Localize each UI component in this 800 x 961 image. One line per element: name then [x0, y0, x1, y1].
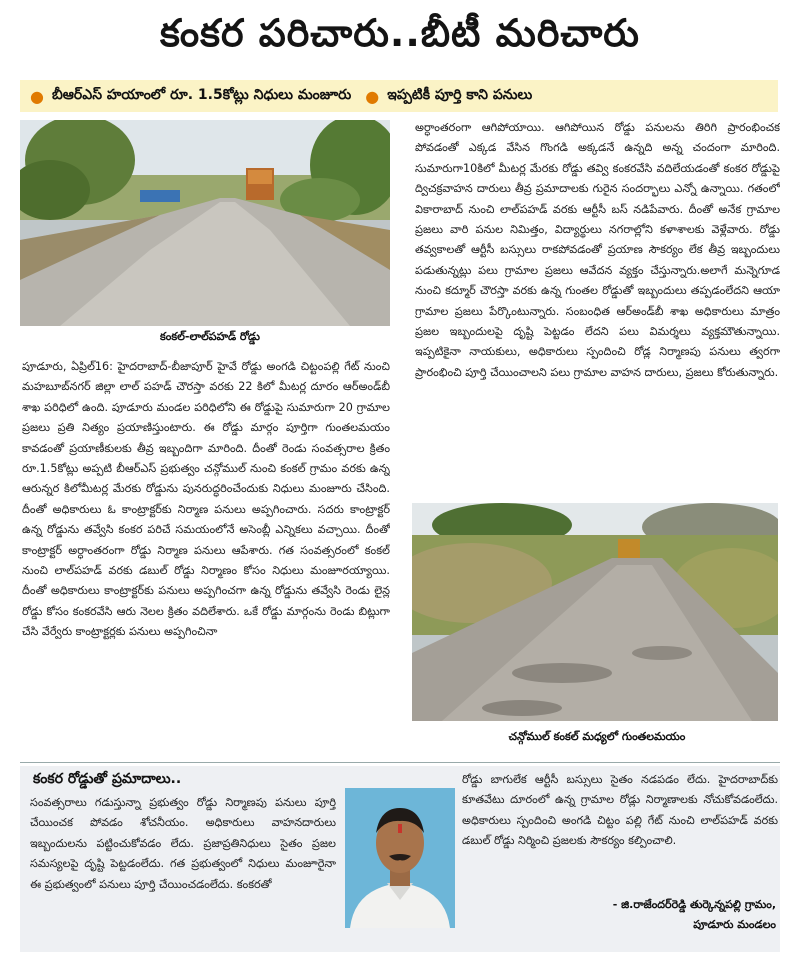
- subhead-1: బీఆర్‌ఎస్‌ హయాంలో రూ. 1.5కోట్లు నిధులు మంజూరు: [51, 86, 352, 103]
- photo-1-caption: కంకల్‌-లాల్‌పహడ్‌ రోడ్డు: [160, 330, 260, 343]
- sidebar-right-column: [462, 770, 778, 892]
- left-column: [22, 357, 390, 753]
- photo-2-caption: చన్గోముల్‌ కంకల్‌ మధ్యలో గుంతలమయం: [508, 730, 686, 743]
- article-paragraph: అర్ధాంతరంగా ఆగిపోయాయి. ఆగిపోయిన రోడ్డు పనులను తిరిగి ప్రారంభించక పోవడంతో ఎక్కడ వేసిన గొంగడి అక్కడనే ఉన్నది అన్న చందంగా మారింది. సుమారుగా10కిలో మీటర్ల మేరకు రోడ్డు తవ్వి కంకరవేసి వదిలేయడంతో కంకర రోడ్డుపై ద్విచక్రవాహన దారులు తీవ్ర ప్రమాదాలకు గురైన సందర్భాలు ఎన్నో ఉన్నాయి. గతంలో వికారాబాద్‌ నుంచి లాల్‌పహడ్‌ వరకు ఆర్టీసీ బస్‌ నడిపేవారు. దీంతో అనేక గ్రామాల ప్రజలు వారి పనుల నిమిత్తం, విద్యార్థులు నగరాల్లోని కళాశాలకు వెళ్లేవారు. రోడ్డు తవ్వకాలతో ఆర్టీసీ బస్సులు రాకపోవడంతో ప్రయాణ సౌకర్యం లేక తీవ్ర ఇబ్బందులు పడుతున్నట్లు పలు గ్రామాల ప్రజలు ఆవేదన వ్యక్తం చేస్తున్నారు.అలాగే మన్నెగూడ నుంచి కద్మూర్‌ చౌరస్తా వరకు ఉన్న గుంతల రోడ్డుతో ఇబ్బందులు తప్పడంలేదని ఆయా గ్రామాల ప్రజలు పేర్కొంటున్నారు. సంబంధిత ఆర్‌అండ్‌బీ శాఖ అధికారులు మాత్రం ప్రజల ఇబ్బందులపై దృష్టి పెట్టడం లేదని పలు విమర్శలు వ్యక్తమౌతున్నాయి. ఇప్పటికైనా నాయకులు, అధికారులు స్పందించి రోడ్ల నిర్మాణపు పనులు త్వరగా ప్రారంభించి పూర్తి చేయించాలని పలు గ్రామాల వాహన దారులు, ప్రజలు కోరుతున్నారు.: [415, 121, 780, 379]
- section-divider: [20, 762, 780, 763]
- sidebar-paragraph: రోడ్డు బాగులేక ఆర్టీసీ బస్సులు సైతం నడపడం లేదు. హైదరాబాద్‌కు కూతవేటు దూరంలో ఉన్న గ్రామాల రోడ్లు నిర్మాణాలకు నోచుకోవడంలేదు. అధికారులు స్పందించి అంగడి చిట్టం పల్లి గేట్‌ నుంచి లాల్‌పహడ్‌ వరకు డబుల్‌ రోడ్డు నిర్మించి ప్రజలకు సౌకర్యం కల్పించాలి.: [462, 773, 778, 848]
- bullet-icon: ●: [30, 86, 44, 106]
- road-photo-1: [20, 120, 390, 326]
- sidebar-paragraph: సంవత్సరాలు గడుస్తున్నా ప్రభుత్వం రోడ్డు నిర్మాణపు పనులు పూర్తి చేయించక పోవడం శోచనీయం. అధికారులు వాహనదారులు ఇబ్బందులను పట్టించుకోవడం లేదు. ప్రజాప్రతినిధులు సైతం ప్రజల సమస్యలపై దృష్టి పెట్టడంలేదు. గత ప్రభుత్వంలో నిధులు మంజూరైనా ఈ ప్రభుత్వంలో పనులు పూర్తి చేయించడంలేదు. కంకరతో: [30, 796, 336, 891]
- right-column: [415, 118, 780, 494]
- signature: [416, 895, 776, 935]
- headline: కంకర పరిచారు..బీటీ మరిచారు: [160, 11, 640, 55]
- sidebar-title: కంకర రోడ్డుతో ప్రమాదాలు..: [33, 771, 182, 787]
- signature-line-2: పూడూరు మండలం: [693, 918, 776, 931]
- article-paragraph: పూడూరు, ఏప్రిల్‌16: హైదరాబాద్‌-బీజాపూర్‌ హైవే రోడ్డు అంగడి చిట్టంపల్లి గేట్‌ నుంచి మహబూబ్‌నగర్‌ జిల్లా లాల్‌ పహడ్‌ చౌరస్తా వరకు 22 కిలో మీటర్ల దూరం ఆర్‌అండ్‌బీ శాఖ పరిధిలో ఉంది. పూడూరు మండల పరిధిలోని ఈ రోడ్డుపై సుమారుగా 20 గ్రామాల ప్రజలు ప్రతి నిత్యం ప్రయాణిస్తుంటారు. ఈ రోడ్డు మార్గం పూర్తిగా గుంతలమయం కావడంతో ప్రయాణీకులకు తీవ్ర ఇబ్బందిగా మారింది. దీంతో రెండు సంవత్సరాల క్రితం రూ.1.5కోట్లు అప్పటి బీఆర్‌ఎస్‌ ప్రభుత్వం చన్గోముల్‌ నుంచి కంకల్‌ గ్రామం వరకు ఉన్న ఆరున్నర కిలోమీటర్ల మేరకు రోడ్డును పునరుద్ధరించేందుకు నిధులు మంజూరు చేసింది. దీంతో అధికారులు ఓ కాంట్రాక్టర్‌కు నిర్మాణ పనులు అప్పగించారు. సదరు కాంట్రాక్టర్‌ ఉన్న రోడ్డును తవ్వేసి కంకర పరిచే సమయంలోనే అసెంబ్లీ ఎన్నికలు వచ్చాయి. దీంతో కాంట్రాక్టర్‌ అర్ధాంతరంగా రోడ్డు నిర్మాణ పనులు ఆపేశారు. గత సంవత్సరంలో కంకల్‌ నుంచి లాల్‌పహడ్‌ వరకు డబుల్‌ రోడ్డు నిర్మాణం కోసం నిధులు మంజూరయ్యాయి. దీంతో అధికారులు కాంట్రాక్టర్‌కు పనులు అప్పగించగా ఉన్న రోడ్డును తవ్వేసి రెండు లైన్ల రోడ్డు కోసం కంకరవేసి ఆరు నెలల క్రితం వదిలేశారు. ఒకే రోడ్డు మార్గంను రెండు బిట్లుగా చేసి వేర్వేరు కాంట్రాక్టర్లకు పనులు అప్పగించినా: [22, 360, 390, 639]
- bullet-icon: ●: [365, 86, 380, 106]
- subhead-2: ఇప్పటికీ పూర్తి కాని పనులు: [387, 86, 533, 103]
- subhead-bar: [20, 80, 778, 112]
- signature-line-1: - జి.రాజేందర్‌రెడ్డి తుర్కెన్నపల్లి గ్రామం,: [612, 898, 776, 911]
- sidebar-left-column: [30, 793, 336, 945]
- road-photo-2: [412, 503, 778, 721]
